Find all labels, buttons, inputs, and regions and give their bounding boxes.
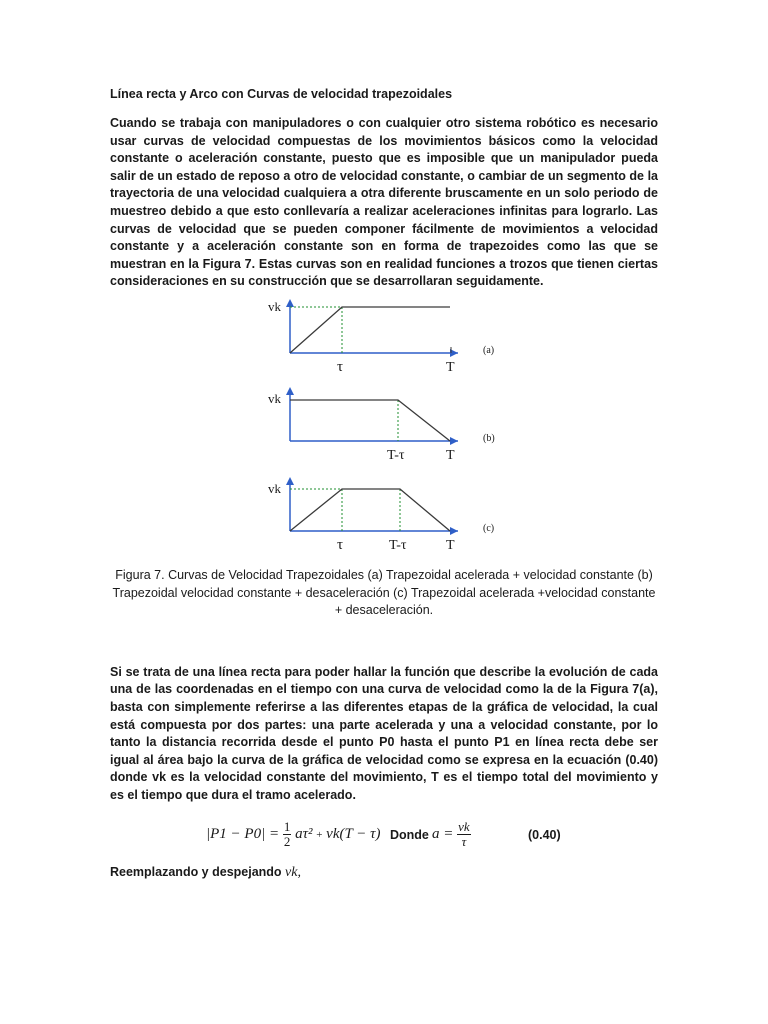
trapezoid-velocity-curves	[110, 295, 658, 557]
panel-b	[268, 387, 495, 463]
panel-c-tag: (c)	[483, 522, 495, 534]
eq-a-den: τ	[461, 834, 467, 850]
eq-half-fraction	[283, 820, 292, 849]
panel-b-ylabel: vk	[268, 390, 281, 406]
panel-b-tick-T-minus-tau: T-τ	[387, 447, 405, 463]
panel-c	[268, 477, 494, 553]
equation-0-40	[110, 814, 658, 858]
eq-donde: Donde	[390, 828, 429, 843]
section-title: Línea recta y Arco con Curvas de velocidad trapezoidales	[110, 87, 453, 101]
figure-7	[110, 295, 658, 557]
paragraph-straight-line: Si se trata de una línea recta para poder hallar la función que describe la evolución de cada una de las coordenadas en el tiempo con una curva de velocidad como la de la Figura 7(a), basta con simplemente referirse a las diferentes etapas de la gráfica de velocidad, la cual está compuesta por dos partes: una parte acelerada y una a velocidad constante, por lo tanto la distancia recorrida desde el punto P0 hasta el punto P1 en línea recta debe ser igual al área bajo la curva de la gráfica de velocidad como se expresa en la ecuación (0.40) donde vk es la velocidad constante del movimiento, T es el tiempo total del movimiento y es el tiempo que dura el tramo acelerado.	[110, 664, 658, 802]
eq-a-lhs: a =	[432, 826, 454, 843]
panel-c-ylabel: vk	[268, 480, 281, 496]
panel-a-tag: (a)	[483, 344, 495, 356]
paragraph3-text: Reemplazando y despejando	[110, 865, 286, 880]
panel-a	[268, 299, 494, 375]
eq-half-num: 1	[283, 819, 291, 835]
paragraph3-var: vk,	[285, 865, 301, 881]
equation-number: (0.40)	[528, 828, 561, 843]
eq-lhs: |P1 − P0| =	[206, 826, 280, 843]
figure-caption: Figura 7. Curvas de Velocidad Trapezoidales (a) Trapezoidal acelerada + velocidad constante (b) Trapezoidal velocidad constante + desaceleración (c) Trapezoidal acelerada +velocidad constante + desaceleración.	[112, 567, 656, 618]
paragraph-intro: Cuando se trabaja con manipuladores o con cualquier otro sistema robótico es necesario usar curvas de velocidad compuestas de los movimientos básicos como la velocidad constante o aceleración constante, puesto que es imposible que un manipulador pueda salir de un estado de reposo a otro de velocidad constante, o cambiar de un segmento de la trayectoria de una velocidad cualquiera a otra diferente bruscamente en un solo periodo de muestreo debido a que esto conllevaría a realizar aceleraciones infinitas para lograrlo. Las curvas de velocidad que se pueden componer fácilmente de movimientos a velocidad constante y a aceleración constante son en forma de trapezoides como las que se muestran en la Figura 7. Estas curvas son en realidad funciones a trozos que tienen ciertas consideraciones en su construcción que se desarrollaran seguidamente.	[110, 116, 658, 289]
eq-half-den: 2	[283, 834, 291, 850]
panel-a-tick-tau: τ	[337, 358, 344, 375]
panel-b-tick-T: T	[446, 447, 455, 463]
eq-term2: vk(T − τ)	[326, 826, 381, 843]
panel-a-ylabel: vk	[268, 298, 281, 314]
eq-term1: aτ²	[295, 826, 313, 843]
paragraph-reemplazando	[110, 864, 658, 882]
eq-a-definition	[432, 820, 471, 849]
panel-b-tag: (b)	[483, 432, 495, 444]
panel-c-tick-T-minus-tau: T-τ	[389, 537, 407, 553]
panel-c-tick-tau: τ	[337, 536, 344, 553]
panel-c-tick-T: T	[446, 537, 455, 553]
panel-a-tick-T: T	[446, 359, 455, 375]
eq-a-fraction	[457, 820, 471, 849]
document-page	[110, 86, 658, 882]
equation-main	[206, 820, 381, 849]
eq-a-num: vk	[458, 819, 470, 835]
eq-plus: +	[316, 829, 323, 842]
